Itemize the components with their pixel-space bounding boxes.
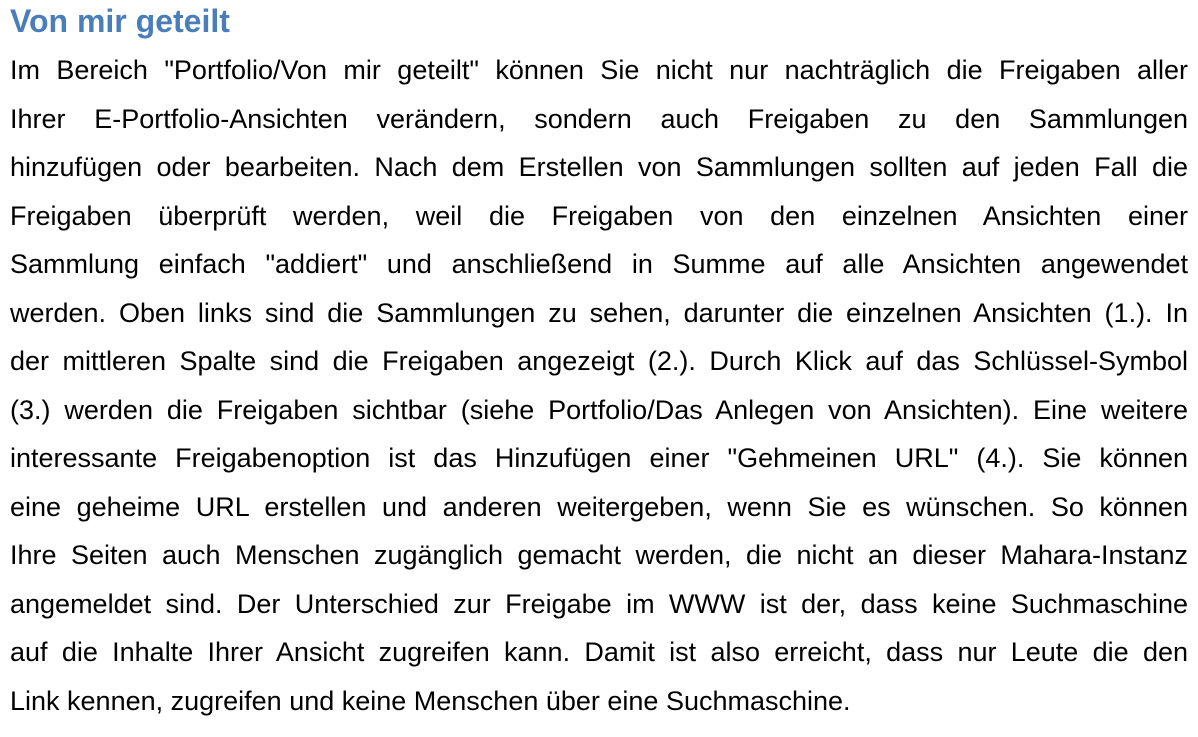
body-paragraph [10, 46, 1188, 725]
paragraph-line: Freigaben überprüft werden, weil die Freigaben von den einzelnen Ansichten einer [10, 200, 1188, 231]
paragraph-line: Ihre Seiten auch Menschen zugänglich gemacht werden, die nicht an dieser Mahara-Instanz [10, 540, 1188, 570]
paragraph-line: Im Bereich "Portfolio/Von mir geteilt" können Sie nicht nur nachträglich die Freigaben aller [10, 55, 1188, 85]
paragraph-line: eine geheime URL erstellen und anderen weitergeben, wenn Sie es wünschen. So können [10, 491, 1188, 522]
paragraph-line: hinzufügen oder bearbeiten. Nach dem Erstellen von Sammlungen sollten auf jeden Fall die [10, 152, 1188, 182]
paragraph-line: (3.) werden die Freigaben sichtbar (siehe Portfolio/Das Anlegen von Ansichten). Eine weitere [10, 394, 1188, 425]
page-title: Von mir geteilt [10, 3, 230, 39]
paragraph-line: Link kennen, zugreifen und keine Menschen über eine Suchmaschine. [10, 685, 851, 716]
paragraph-line: der mittleren Spalte sind die Freigaben angezeigt (2.). Durch Klick auf das Schlüssel-Symbol [10, 346, 1188, 376]
paragraph-line: interessante Freigabenoption ist das Hinzufügen einer "Gehmeinen URL" (4.). Sie können [10, 443, 1188, 473]
paragraph-line: Sammlung einfach "addiert" und anschließend in Summe auf alle Ansichten angewendet [10, 249, 1188, 279]
paragraph-line: werden. Oben links sind die Sammlungen zu sehen, darunter die einzelnen Ansichten (1.). In [10, 297, 1188, 328]
paragraph-line: auf die Inhalte Ihrer Ansicht zugreifen kann. Damit ist also erreicht, dass nur Leute die den [10, 637, 1188, 667]
paragraph-line: Ihrer E-Portfolio-Ansichten verändern, sondern auch Freigaben zu den Sammlungen [10, 103, 1188, 134]
document-page [0, 2, 1198, 737]
paragraph-line: angemeldet sind. Der Unterschied zur Freigabe im WWW ist der, dass keine Suchmaschine [10, 588, 1188, 619]
